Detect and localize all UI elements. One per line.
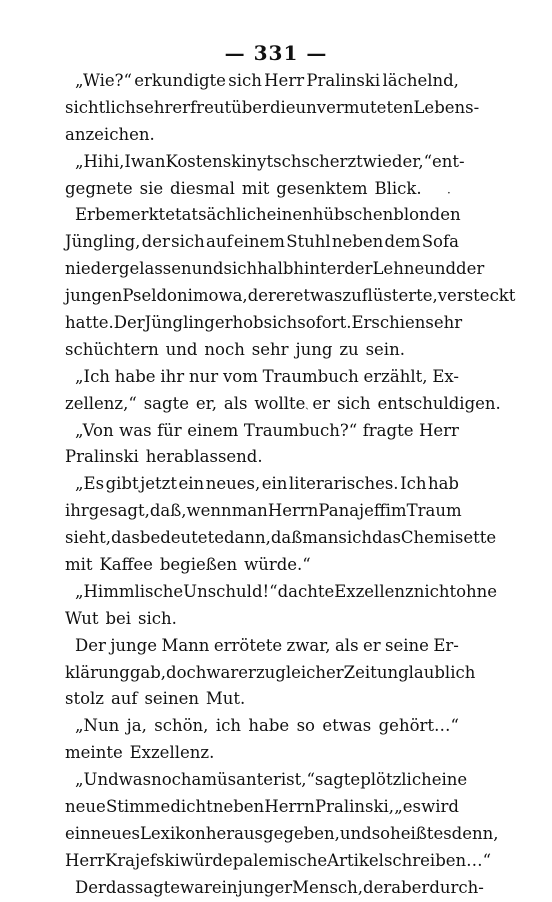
- word: amüsanter: [191, 770, 281, 790]
- word: zellenz,“: [65, 393, 137, 413]
- text-line: [65, 767, 468, 794]
- word: aber: [391, 877, 430, 897]
- word: gleicher: [275, 662, 344, 682]
- word: Kaffee: [99, 555, 153, 575]
- word: für: [157, 420, 182, 440]
- word: neues,: [205, 474, 261, 494]
- word: hübschen: [312, 205, 394, 225]
- word: sehr: [251, 339, 289, 359]
- word: halb: [257, 259, 294, 279]
- word: Artikel: [327, 850, 384, 870]
- word: stolz: [65, 689, 105, 709]
- word: plötzlich: [360, 770, 432, 790]
- word: bei: [105, 608, 132, 628]
- word: sich: [263, 313, 298, 333]
- word: als: [334, 635, 359, 655]
- word: lächelnd,: [382, 71, 459, 90]
- word: Pralinski: [65, 447, 139, 467]
- word: unglaublich: [376, 662, 476, 682]
- word: ent-: [432, 151, 465, 171]
- word: sagte: [314, 770, 361, 790]
- word: bedeutete: [139, 528, 224, 548]
- text-line: [65, 95, 480, 122]
- word: einen: [266, 205, 313, 225]
- word: Der: [113, 313, 145, 333]
- word: neben: [331, 232, 384, 252]
- word: hab: [427, 474, 459, 494]
- word: seinen: [144, 689, 199, 709]
- text-line: [65, 122, 459, 149]
- word: dachte: [277, 581, 335, 601]
- word: vom: [222, 366, 258, 386]
- text-line: [65, 875, 484, 902]
- word: jetzt: [140, 474, 177, 494]
- word: er: [275, 286, 294, 306]
- word: Exzellenz: [334, 581, 414, 601]
- word: daß,: [149, 501, 187, 521]
- word: junge: [110, 635, 158, 655]
- word: das: [372, 528, 401, 548]
- word: „Nun: [75, 716, 120, 736]
- text-line: [65, 337, 459, 364]
- word: Er: [351, 313, 372, 333]
- word: Mut.: [205, 689, 246, 709]
- word: ohne: [456, 581, 498, 601]
- word: Krajefski: [104, 850, 180, 870]
- word: Lehne: [372, 259, 425, 279]
- word: der: [344, 259, 373, 279]
- word: „Hihi,: [75, 151, 125, 171]
- word: Traumbuch: [262, 366, 359, 386]
- text-line: [65, 256, 485, 283]
- word: neben: [212, 797, 265, 817]
- word: habe: [114, 366, 156, 386]
- text-line: [65, 418, 459, 445]
- word: Herrn: [267, 501, 319, 521]
- word: zu: [255, 662, 276, 682]
- text-line: [65, 525, 497, 552]
- word: durch-: [429, 877, 484, 897]
- word: Traum: [406, 501, 462, 521]
- word: Iwan: [124, 151, 166, 171]
- text-line: [65, 202, 459, 229]
- word: Pseldonimowa,: [122, 286, 248, 306]
- word: der: [247, 286, 276, 306]
- word: palemische: [232, 850, 328, 870]
- word: und: [339, 823, 372, 843]
- word: einem: [233, 232, 285, 252]
- word: sehr: [425, 313, 463, 333]
- text-line: [65, 68, 459, 95]
- word: jungen: [65, 286, 123, 306]
- word: diesmal: [170, 178, 235, 198]
- text-line: [65, 391, 501, 418]
- word: zuflüsterte,: [342, 286, 438, 306]
- word: „Von: [75, 420, 114, 440]
- word: schien: [371, 313, 426, 333]
- word: als: [223, 393, 248, 413]
- word: dicht: [170, 797, 213, 817]
- word: Stimme: [105, 797, 171, 817]
- word: Jüngling: [144, 313, 215, 333]
- stray-mark-right: ·: [447, 186, 451, 200]
- word: Exzellenz.: [129, 743, 215, 763]
- word: literarisches.: [288, 474, 399, 494]
- word: sich: [228, 71, 262, 90]
- text-line: [65, 686, 459, 713]
- word: etwas: [322, 716, 372, 736]
- word: sofort.: [297, 313, 352, 333]
- word: wieder,“: [362, 151, 433, 171]
- word: gesenktem: [276, 178, 368, 198]
- word: Chemisette: [400, 528, 497, 548]
- word: noch: [151, 770, 192, 790]
- word: Mann: [161, 635, 210, 655]
- word: wenn: [186, 501, 232, 521]
- word: erhob: [214, 313, 264, 333]
- word: schüchtern: [65, 339, 159, 359]
- word: tatsächlich: [174, 205, 267, 225]
- word: Ich: [400, 474, 427, 494]
- word: Pralinski: [306, 71, 381, 90]
- word: gehört…“: [378, 716, 459, 736]
- word: schön,: [154, 716, 209, 736]
- word: sagte: [134, 877, 181, 897]
- word: ein: [65, 823, 91, 843]
- word: jung: [295, 339, 333, 359]
- word: erfreut: [172, 97, 232, 117]
- text-line: [65, 176, 459, 203]
- word: etwas: [293, 286, 343, 306]
- word: es: [433, 823, 452, 843]
- word: war: [180, 877, 212, 897]
- word: Wut: [65, 608, 99, 628]
- word: Herrn: [264, 797, 315, 817]
- word: würde.“: [244, 555, 311, 575]
- word: man: [231, 501, 268, 521]
- word: das: [105, 877, 135, 897]
- word: zu: [339, 339, 359, 359]
- word: bemerkte: [94, 205, 175, 225]
- word: ein: [178, 474, 205, 494]
- word: Traumbuch?“: [243, 420, 358, 440]
- word: sich.: [138, 608, 177, 628]
- word: Pralinski,: [315, 797, 395, 817]
- text-line: [65, 633, 459, 660]
- word: Der: [75, 877, 106, 897]
- word: auf: [206, 232, 233, 252]
- word: anzeichen.: [65, 124, 155, 144]
- word: doch: [166, 662, 207, 682]
- word: sich: [171, 232, 205, 252]
- word: der: [363, 877, 392, 897]
- stray-mark-center: ˏ: [305, 396, 309, 410]
- word: wird: [421, 797, 459, 817]
- word: im: [385, 501, 407, 521]
- text-line: [65, 740, 459, 767]
- word: über: [231, 97, 270, 117]
- word: er,: [195, 393, 217, 413]
- word: er: [238, 662, 256, 682]
- word: ist,“: [280, 770, 315, 790]
- word: blonden: [393, 205, 461, 225]
- word: meinte: [65, 743, 123, 763]
- word: sichtlich: [65, 97, 136, 117]
- word: daß: [270, 528, 303, 548]
- word: ihr: [65, 501, 89, 521]
- word: errötete: [213, 635, 283, 655]
- word: Herr: [65, 850, 105, 870]
- word: neues: [90, 823, 140, 843]
- word: Herr: [419, 420, 459, 440]
- word: Mensch,: [292, 877, 364, 897]
- word: noch: [204, 339, 245, 359]
- word: Blick.: [374, 178, 422, 198]
- text-line: [65, 471, 459, 498]
- word: ja,: [126, 716, 147, 736]
- word: sich: [223, 259, 258, 279]
- word: begießen: [159, 555, 238, 575]
- word: seine: [385, 635, 429, 655]
- word: erkundigte: [134, 71, 226, 90]
- word: war: [206, 662, 239, 682]
- word: zwar,: [286, 635, 331, 655]
- word: Lexikon: [139, 823, 206, 843]
- word: er: [312, 393, 331, 413]
- word: heißt: [390, 823, 434, 843]
- word: herausgegeben,: [205, 823, 340, 843]
- word: ich: [215, 716, 241, 736]
- word: Unschuld!“: [183, 581, 278, 601]
- word: der: [141, 232, 170, 252]
- text-line: [65, 364, 459, 391]
- word: ihr: [160, 366, 185, 386]
- text-line: [65, 149, 465, 176]
- word: Zeit: [343, 662, 377, 682]
- word: sein.: [365, 339, 405, 359]
- word: neue: [65, 797, 106, 817]
- word: sie: [139, 178, 164, 198]
- word: sich: [338, 528, 373, 548]
- word: „Und: [75, 770, 119, 790]
- word: scherzt: [301, 151, 363, 171]
- word: schreiben…“: [383, 850, 492, 870]
- word: gab,: [129, 662, 167, 682]
- word: eine: [431, 770, 468, 790]
- word: was: [118, 770, 152, 790]
- body-text: [65, 68, 516, 902]
- word: auf: [110, 689, 138, 709]
- text-line: [65, 444, 459, 471]
- word: „Ich: [75, 366, 110, 386]
- page-number: — 331 —: [224, 41, 328, 65]
- word: fragte: [362, 420, 414, 440]
- text-line: [65, 283, 516, 310]
- text-line: [65, 229, 459, 256]
- word: sehr: [135, 97, 173, 117]
- word: Kostenskinytsch: [165, 151, 302, 171]
- word: man: [302, 528, 339, 548]
- word: und: [424, 259, 457, 279]
- word: das: [111, 528, 140, 548]
- word: die: [269, 97, 296, 117]
- word: Stuhl: [286, 232, 331, 252]
- text-line: [65, 606, 459, 633]
- word: dem: [384, 232, 421, 252]
- text-line: [65, 713, 459, 740]
- word: so: [296, 716, 315, 736]
- word: Er: [75, 205, 95, 225]
- word: er: [362, 635, 381, 655]
- text-line: [65, 794, 459, 821]
- text-line: [65, 498, 462, 525]
- word: junger: [237, 877, 293, 897]
- word: gegnete: [65, 178, 133, 198]
- word: Er-: [433, 635, 459, 655]
- word: mit: [241, 178, 270, 198]
- word: gibt: [105, 474, 139, 494]
- word: würde: [179, 850, 233, 870]
- word: denn,: [451, 823, 499, 843]
- word: was: [119, 420, 152, 440]
- word: Panajeff: [318, 501, 386, 521]
- word: nur: [188, 366, 219, 386]
- word: einem: [187, 420, 239, 440]
- word: klärung: [65, 662, 130, 682]
- word: gesagt,: [88, 501, 150, 521]
- word: Lebens-: [413, 97, 480, 117]
- word: herablassend.: [145, 447, 263, 467]
- word: so: [371, 823, 391, 843]
- word: Herr: [264, 71, 305, 90]
- word: dann,: [223, 528, 271, 548]
- text-line: [65, 821, 499, 848]
- word: Der: [75, 635, 106, 655]
- word: erzählt,: [363, 366, 428, 386]
- word: „Es: [75, 474, 105, 494]
- word: und: [165, 339, 198, 359]
- word: unvermuteten: [295, 97, 414, 117]
- word: Ex-: [432, 366, 459, 386]
- word: „Wie?“: [75, 71, 132, 90]
- word: hatte.: [65, 313, 114, 333]
- word: ein: [261, 474, 288, 494]
- word: sagte: [143, 393, 189, 413]
- text-line: [65, 552, 459, 579]
- text-line: [65, 660, 476, 687]
- word: hinter: [293, 259, 345, 279]
- word: entschuldigen.: [377, 393, 501, 413]
- text-line: [65, 848, 492, 875]
- word: der: [456, 259, 485, 279]
- text-line: [65, 579, 498, 606]
- word: habe: [248, 716, 290, 736]
- word: versteckt: [437, 286, 516, 306]
- word: Jüngling,: [65, 232, 141, 252]
- text-line: [65, 310, 463, 337]
- word: mit: [65, 555, 93, 575]
- word: und: [191, 259, 224, 279]
- word: nicht: [413, 581, 457, 601]
- word: „es: [394, 797, 421, 817]
- word: ein: [211, 877, 238, 897]
- word: Sofa: [421, 232, 459, 252]
- word: wollte: [254, 393, 306, 413]
- word: „Himmlische: [75, 581, 184, 601]
- word: niedergelassen: [65, 259, 192, 279]
- word: sich: [336, 393, 371, 413]
- word: sieht,: [65, 528, 112, 548]
